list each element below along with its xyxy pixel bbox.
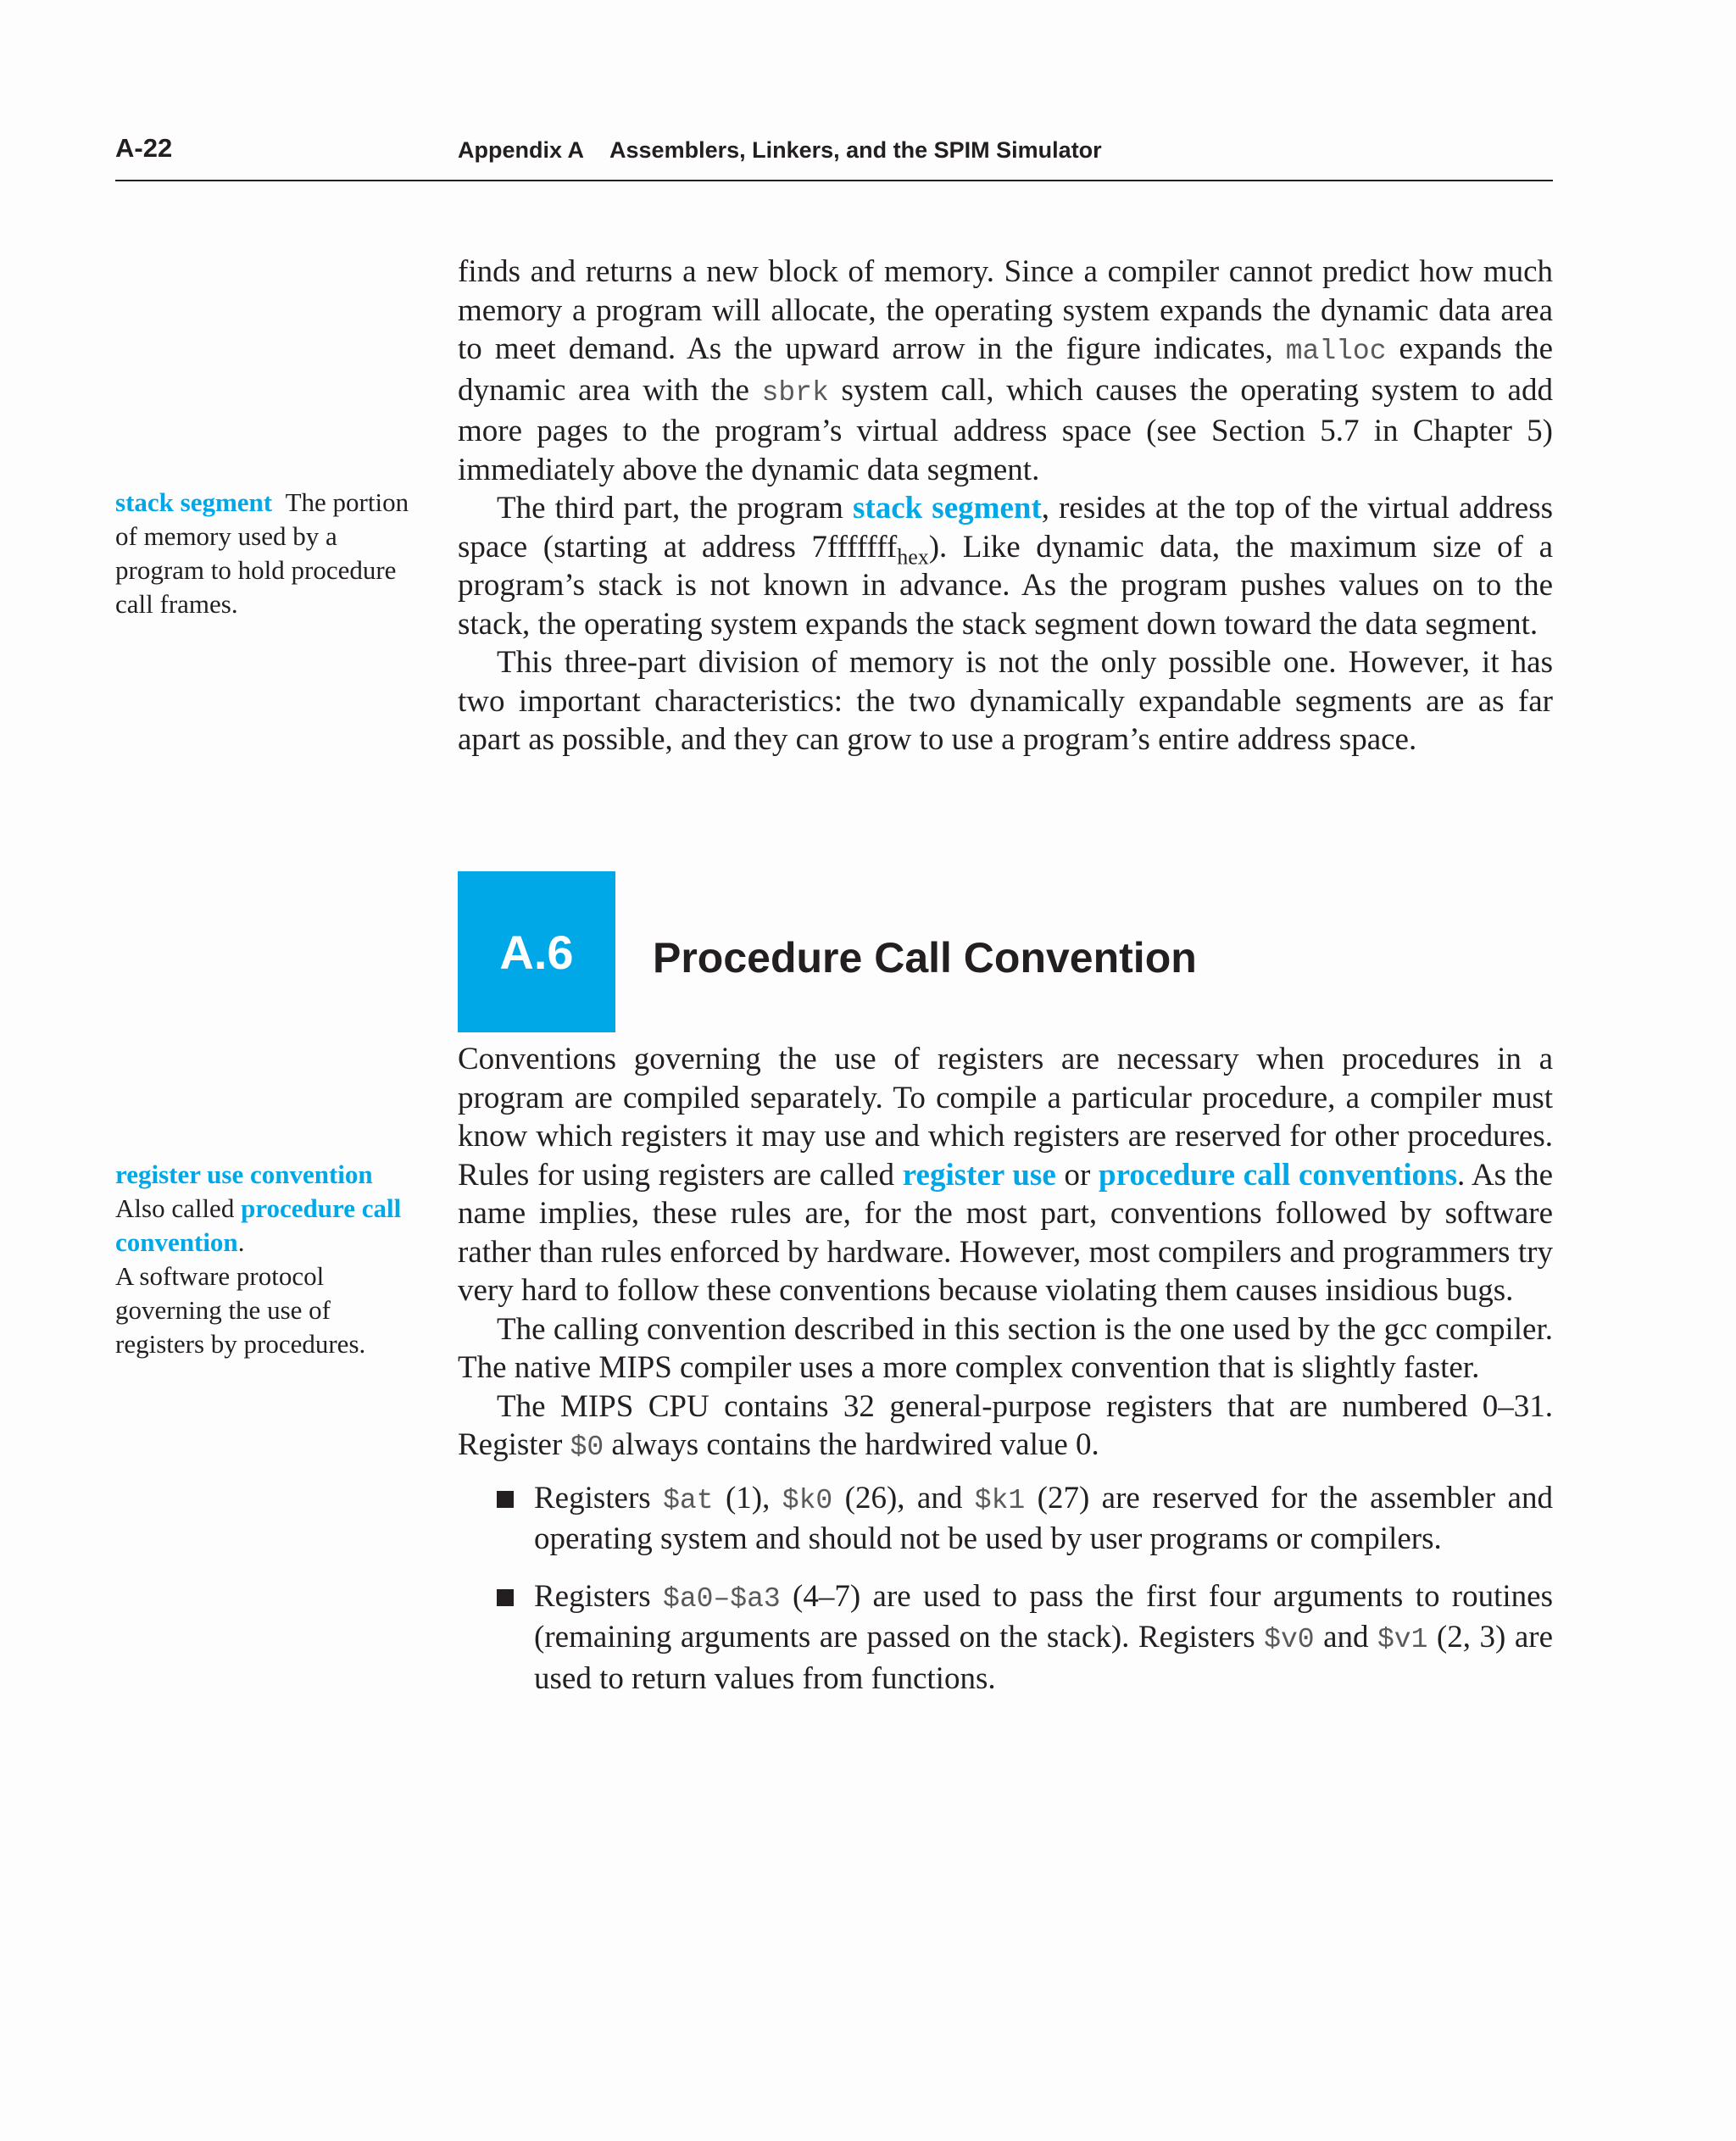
margin-term-procedure-call-convention: procedure call convention	[115, 1193, 402, 1257]
appendix-title: Assemblers, Linkers, and the SPIM Simulator	[609, 137, 1102, 163]
code-sbrk: sbrk	[761, 376, 829, 409]
paragraph-stack-segment: The third part, the program stack segment, resides at the top of the virtual address space (starting at address 7fffffff$_{hex}$). Like dynamic data, the maximum size of a program’s stack is not known in advance. As the program pushes values on to the stack, the operating system expands the stack segment down toward the data segment.	[458, 491, 1554, 642]
term-procedure-call-conventions: procedure call conventions	[1099, 1157, 1458, 1193]
section-number-box	[458, 871, 615, 1032]
paragraph-conventions: Conventions governing the use of registers are necessary when procedures in a program are compiled separately. To compile a particular procedure, a compiler must know which registers it may use and which registers are reserved for other procedures. Rules for using registers are called register use or procedure call conventions. As the name implies, these rules are, for the most part, conventions followed by software rather than rules enforced by hardware. However, most compilers and programmers try very hard to follow these conventions because violating them causes insidious bugs.	[458, 1042, 1553, 1308]
code-zero-register: $0	[570, 1432, 604, 1463]
bullet-square-icon	[497, 1589, 514, 1606]
running-header	[458, 137, 1102, 164]
margin-term-register-use-convention: register use convention	[115, 1159, 373, 1189]
margin-note-register-convention: register use convention Also called procedure call convention. A software protocol governing the use of registers by procedures.	[115, 1158, 420, 1361]
list-item: Registers $at (1), $k0 (26), and $k1 (27) are reserved for the assembler and operating system and should not be used by user programs or compilers.	[458, 1479, 1553, 1559]
body-text-top	[458, 253, 1553, 759]
term-register-use: register use	[902, 1157, 1056, 1193]
term-stack-segment: stack segment	[853, 491, 1042, 526]
section-title: Procedure Call Convention	[653, 934, 1197, 982]
bullet-square-icon	[497, 1491, 514, 1508]
bullet-list	[458, 1479, 1553, 1699]
page-number: A-22	[115, 133, 173, 163]
code-malloc: malloc	[1285, 336, 1387, 367]
paragraph-gcc: The calling convention described in this section is the one used by the gcc compiler. The native MIPS compiler uses a more complex convention that is slightly faster.	[458, 1311, 1553, 1385]
section-number: A.6	[499, 925, 574, 979]
list-item: Registers $a0–$a3 (4–7) are used to pass the first four arguments to routines (remaining arguments are passed on the stack). Registers $v0 and $v1 (2, 3) are used to return values from functions.	[458, 1577, 1553, 1699]
header-rule	[115, 180, 1553, 181]
hex-subscript: hex	[897, 543, 929, 569]
body-text-bottom	[458, 1040, 1553, 1716]
paragraph-dynamic-data: finds and returns a new block of memory. Since a compiler cannot predict how much memory a program will allocate, the operating system expands the dynamic data area to meet demand. As the upward arrow in the figure indicates, malloc expands the dynamic area with the sbrk system call, which causes the operating system to add more pages to the program’s virtual address space (see Section 5.7 in Chapter 5) immediately above the dynamic data segment.	[458, 254, 1553, 487]
margin-note-stack-segment: stack segment The portion of memory used by a program to hold procedure call frames.	[115, 487, 409, 619]
margin-term-stack-segment: stack segment	[115, 487, 273, 517]
paragraph-registers: The MIPS CPU contains 32 general-purpose registers that are numbered 0–31. Register $0 always contains the hardwired value 0.	[458, 1388, 1553, 1463]
paragraph-three-part-division: This three-part division of memory is not the only possible one. However, it has two important characteristics: the two dynamically expandable segments are as far apart as possible, and they can grow to use a program’s entire address space.	[458, 645, 1553, 757]
appendix-label: Appendix A	[458, 137, 585, 163]
